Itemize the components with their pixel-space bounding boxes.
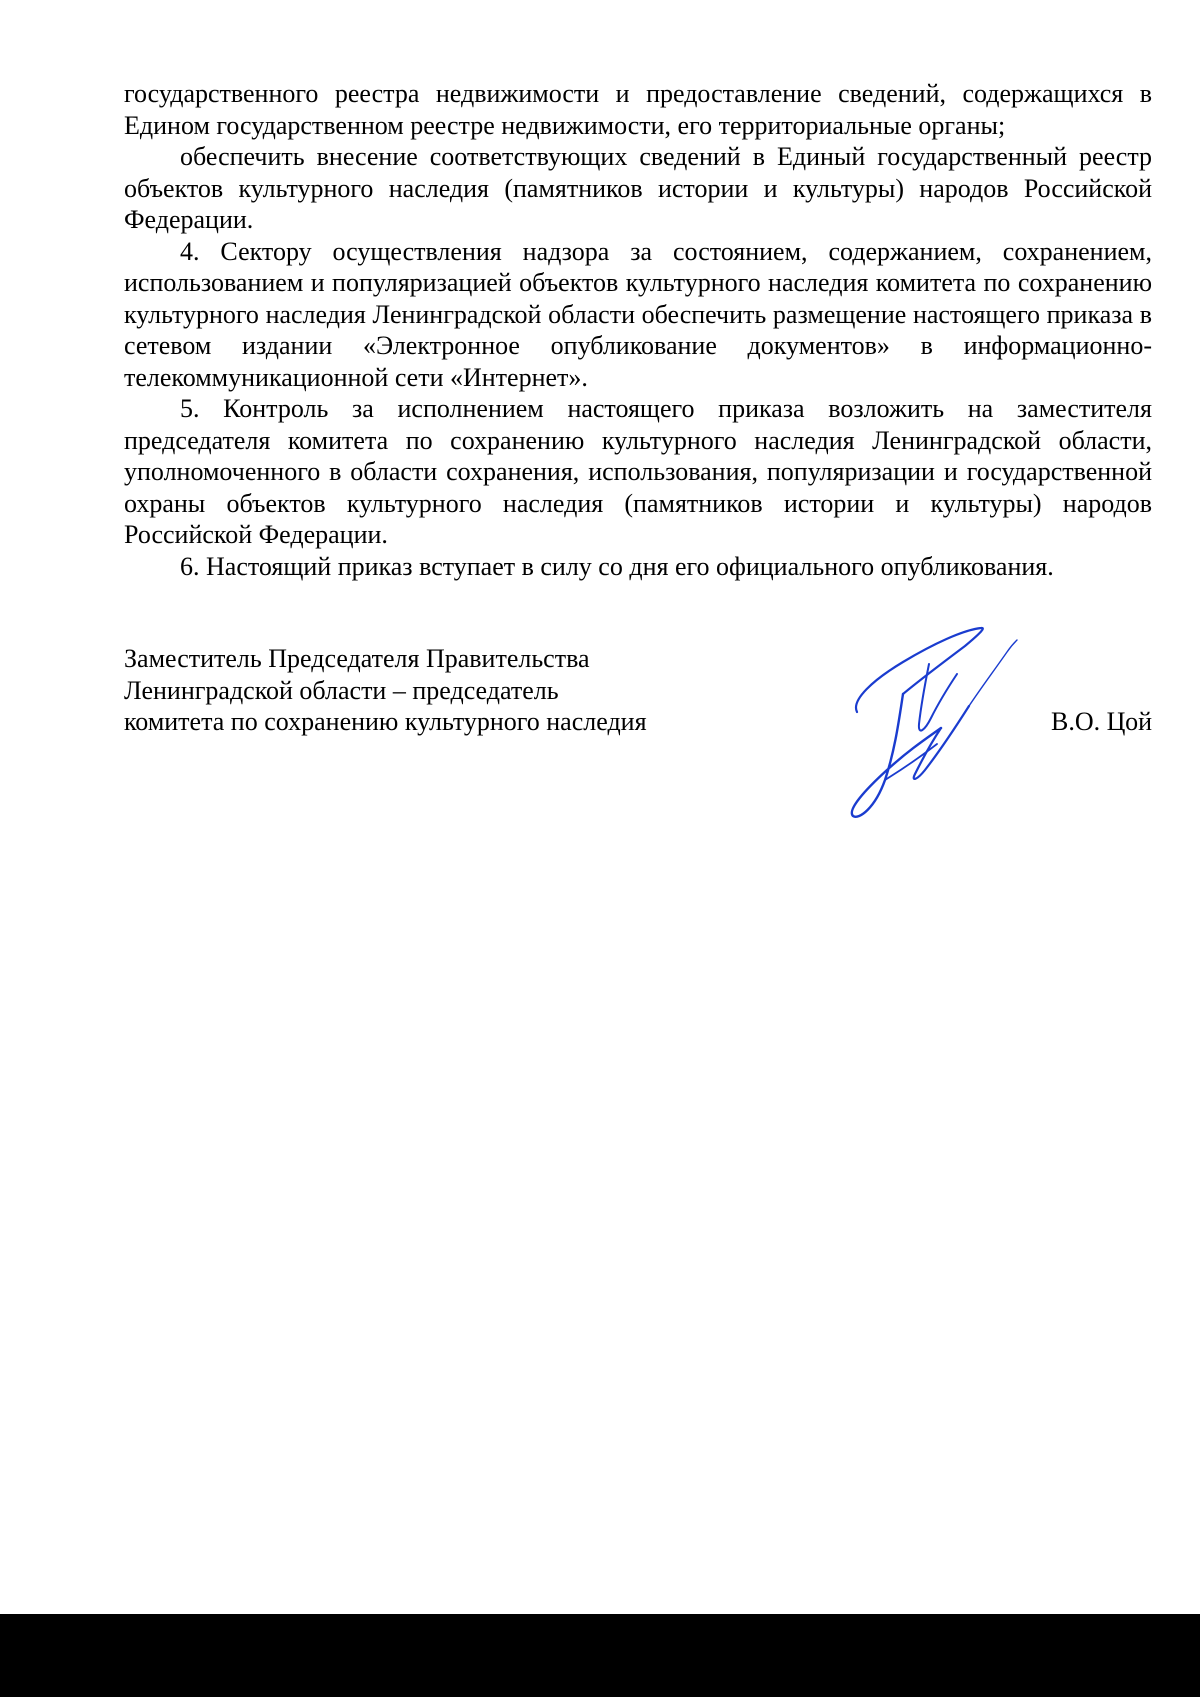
signatory-name: В.О. Цой bbox=[1051, 707, 1152, 736]
paragraph-registry-entry: обеспечить внесение соответствующих сведений в Единый государственный реестр объектов культурного наследия (памятников истории и культуры) народов Российской Федерации. bbox=[124, 142, 1152, 234]
paragraph-item-4: 4. Сектору осуществления надзора за состоянием, содержанием, сохранением, использованием и популяризацией объектов культурного наследия комитета по сохранению культурного наследия Ленинградской области обеспечить размещение настоящего приказа в сетевом издании «Электронное опубликование документов» в информационно-телекоммуникационной сети «Интернет». bbox=[124, 236, 1152, 392]
signatory-position-line: Заместитель Председателя Правительства bbox=[124, 644, 590, 673]
document-body bbox=[124, 78, 1152, 582]
signatory-position-line: комитета по сохранению культурного наследия bbox=[124, 707, 647, 736]
signatory-position bbox=[124, 643, 647, 738]
handwritten-signature-icon bbox=[845, 620, 1025, 825]
paragraph-item-6: 6. Настоящий приказ вступает в силу со дня его официального опубликования. bbox=[180, 551, 1054, 581]
scan-edge-border bbox=[0, 1614, 1200, 1697]
paragraph-item-5: 5. Контроль за исполнением настоящего приказа возложить на заместителя председателя комитета по сохранению культурного наследия Ленинградской области, уполномоченного в области сохранения, использования, популяризации и государственной охраны объектов культурного наследия (памятников истории и культуры) народов Российской Федерации. bbox=[124, 394, 1152, 549]
signatory-position-line: Ленинградской области – председатель bbox=[124, 675, 559, 705]
paragraph-registry-continuation: государственного реестра недвижимости и предоставление сведений, содержащихся в Едином государственном реестре недвижимости, его территориальные органы; bbox=[124, 79, 1152, 140]
